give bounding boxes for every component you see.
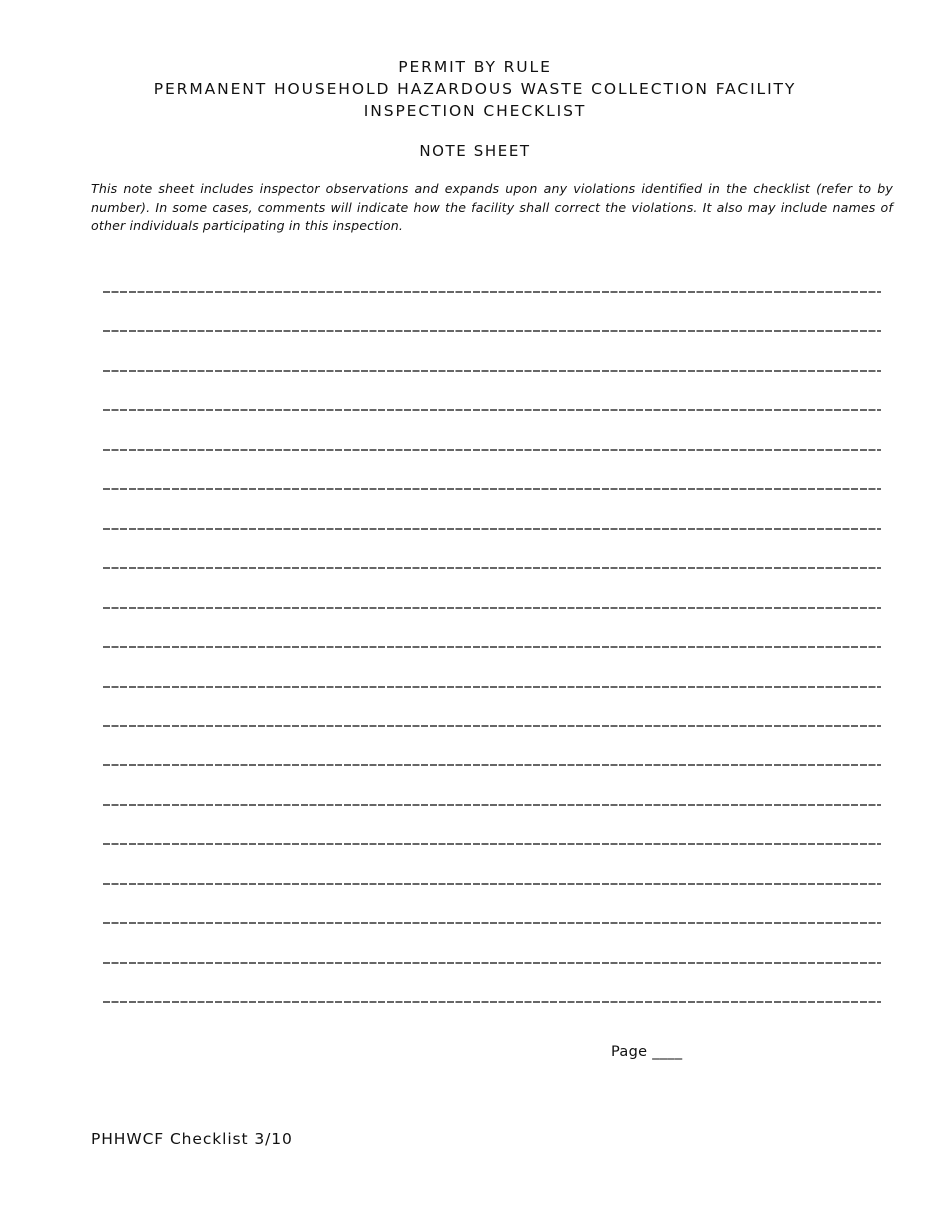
note-line[interactable] — [103, 488, 881, 490]
note-line[interactable] — [103, 922, 881, 924]
note-line[interactable] — [103, 449, 881, 451]
note-line[interactable] — [103, 370, 881, 372]
note-line[interactable] — [103, 843, 881, 845]
title-permit-by-rule: PERMIT BY RULE — [398, 58, 552, 76]
page-number-field: Page ____ — [611, 1044, 683, 1060]
note-line[interactable] — [103, 409, 881, 411]
form-identifier: PHHWCF Checklist 3/10 — [91, 1130, 293, 1148]
note-line[interactable] — [103, 291, 881, 293]
title-inspection-checklist: INSPECTION CHECKLIST — [363, 102, 587, 120]
note-line[interactable] — [103, 883, 881, 885]
intro-paragraph: This note sheet includes inspector observations and expands upon any violations identified in the checklist (refer to by number). In some cases, comments will indicate how the facility shall correct the violations. It also may include names of other individuals participating in this inspection. — [91, 181, 893, 233]
note-line[interactable] — [103, 567, 881, 569]
note-line[interactable] — [103, 804, 881, 806]
note-sheet-heading: NOTE SHEET — [419, 142, 531, 160]
note-line[interactable] — [103, 962, 881, 964]
note-line[interactable] — [103, 528, 881, 530]
title-facility-name: PERMANENT HOUSEHOLD HAZARDOUS WASTE COLLECTION FACILITY — [153, 80, 797, 98]
note-line[interactable] — [103, 725, 881, 727]
note-line[interactable] — [103, 646, 881, 648]
note-line[interactable] — [103, 1001, 881, 1003]
note-line[interactable] — [103, 607, 881, 609]
note-line[interactable] — [103, 330, 881, 332]
note-line[interactable] — [103, 764, 881, 766]
note-line[interactable] — [103, 686, 881, 688]
